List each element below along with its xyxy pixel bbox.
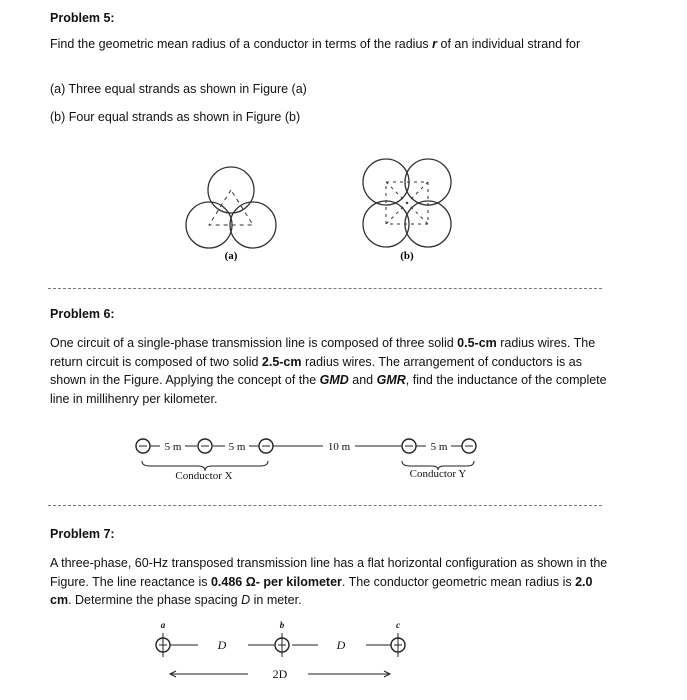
spacing-y1-y2: 5 m [430, 441, 448, 453]
problem-6-text-1: One circuit of a single-phase transmission line is composed of three solid [50, 336, 458, 350]
problem-6-text-4: and [348, 373, 377, 387]
problem-6-gmr: GMR [376, 373, 406, 387]
problem-7-figure [0, 615, 687, 700]
figure-b-four-strands [363, 159, 451, 247]
problem-7-title: Problem 7: [50, 527, 115, 541]
figure-a-label: (a) [224, 250, 238, 262]
divider-1 [48, 288, 602, 289]
problem-5-item-a: (a) Three equal strands as shown in Figure (a) [50, 82, 307, 96]
spacing-bc-label: D [336, 638, 346, 652]
problem-6-bold-1: 0.5-cm [457, 336, 497, 350]
problem-7-gmr: 2.0 cm [50, 574, 593, 607]
figure-a-three-strands [186, 167, 276, 248]
problem-6-statement [50, 334, 620, 408]
problem-6-figure [0, 425, 687, 490]
problem-5-text-2: of an individual strand for [437, 37, 581, 51]
problem-6-text-5: , find the inductance of the complete line in millihenry per kilometer. [50, 373, 607, 406]
spacing-ab-label: D [217, 638, 227, 652]
problem-7-text-3: . Determine the phase spacing [68, 593, 242, 607]
conductor-y-label: Conductor Y [409, 468, 467, 480]
spacing-x-y: 10 m [327, 441, 351, 453]
phase-b-label: b [279, 620, 285, 630]
problem-5-text-1: Find the geometric mean radius of a conductor in terms of the radius [50, 37, 433, 51]
spacing-x2-x3: 5 m [228, 441, 246, 453]
spacing-x1-x2: 5 m [164, 441, 182, 453]
square-dashed [386, 182, 428, 224]
problem-6-gmd: GMD [319, 373, 349, 387]
problem-5-title: Problem 5: [50, 11, 115, 25]
conductor-x-label: Conductor X [175, 470, 233, 482]
problem-6-text-3: radius wires. The arrangement of conductors is as shown in the Figure. Applying the concept of the [50, 354, 582, 387]
divider-2 [48, 505, 602, 506]
problem-7-text-2: . The conductor geometric mean radius is [341, 574, 576, 589]
problem-5-statement [50, 35, 610, 54]
phase-a-label: a [160, 620, 166, 630]
spacing-ac-label: 2D [272, 667, 288, 681]
problem-5-item-b: (b) Four equal strands as shown in Figure (b) [50, 110, 301, 124]
phase-c-label: c [396, 620, 400, 630]
problem-7-spacing-symbol: D [241, 593, 251, 607]
problem-7-reactance: 0.486 Ω- per kilometer [210, 574, 342, 589]
problem-6-title: Problem 6: [50, 307, 115, 321]
problem-7-text-4: in meter. [250, 593, 302, 607]
figure-b-label: (b) [400, 250, 414, 262]
strand-a-right [230, 202, 276, 248]
problem-5-radius-symbol: r [432, 37, 438, 51]
problem-7-statement [50, 554, 615, 610]
problem-7-text-1: A three-phase, 60-Hz transposed transmission line has a flat horizontal configuration as shown in the Figure. The line reactance is [50, 556, 608, 589]
problem-6-text-2: radius wires. The return circuit is composed of two solid [50, 336, 596, 369]
problem-6-bold-2: 2.5-cm [261, 354, 302, 369]
problem-5-figures [0, 150, 687, 280]
